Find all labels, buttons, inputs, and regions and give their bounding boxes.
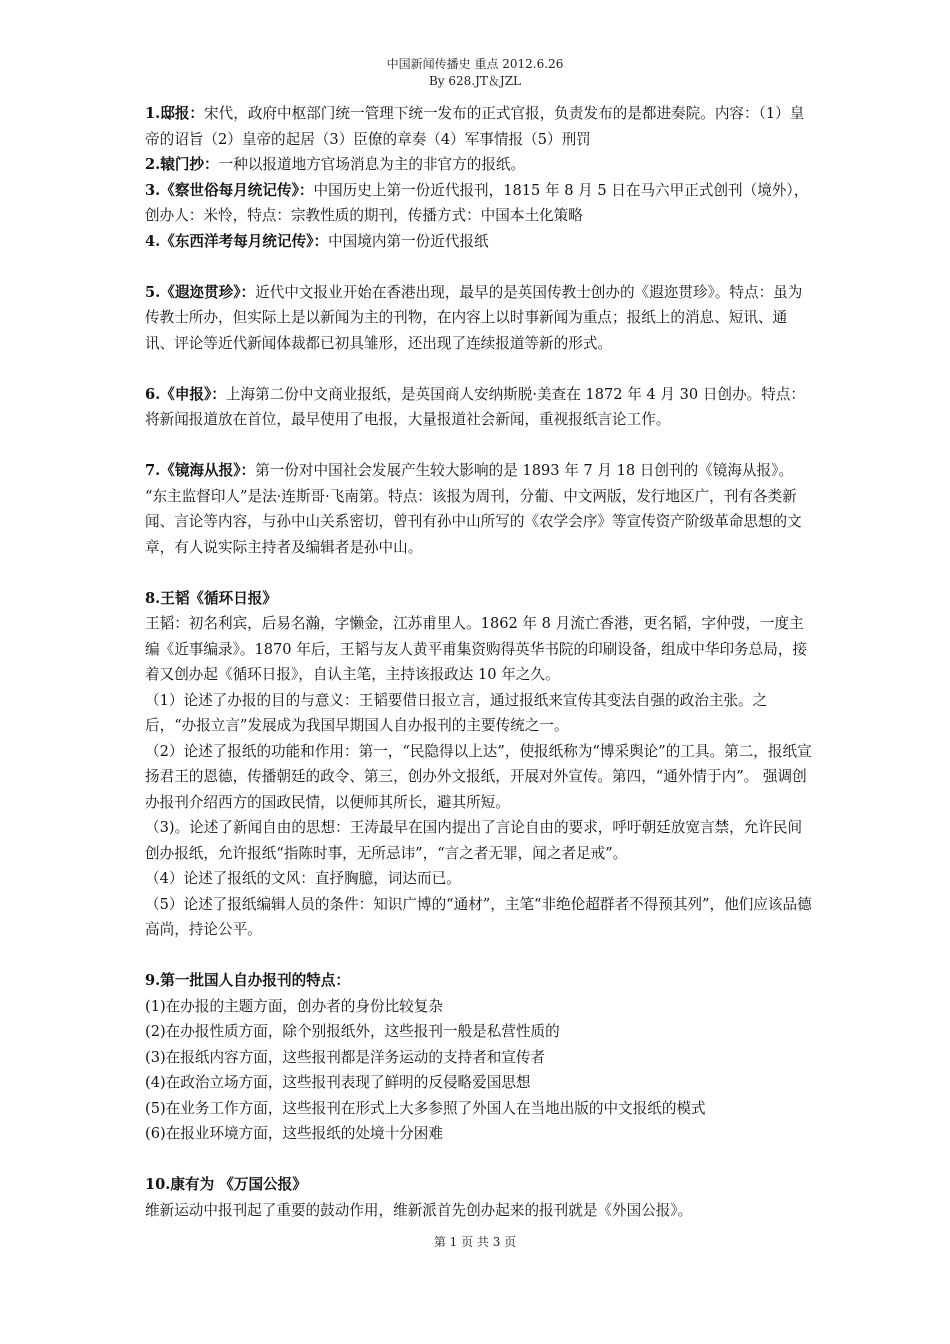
entry-8-point: （5）论述了报纸编辑人员的条件：知识广博的“通材”，主笔“非绝伦超群者不得预其列”，他们应该品德高尚，持论公平。	[145, 895, 812, 938]
entry-text: 第一份对中国社会发展产生较大影响的是 1893 年 7 月 18 日创刊的《镜海从报》。 “东主监督印人”是法·连斯哥·飞南第。特点：该报为周刊，分葡、中文两版，发行地区广，刊有各类新闻、言论等内容，与孙中山关系密切，曾刊有孙中山所写的《农学会序》等宣传资产阶级革命思想的文章，有人说实际主持者及编辑者是孙中山。	[145, 462, 802, 556]
entry-text: 近代中文报业开始在香港出现，最早的是英国传教士创办的《遐迩贯珍》。特点：虽为传教士所办，但实际上是以新闻为主的刊物，在内容上以时事新闻为重点；报纸上的消息、短讯、通讯、评论等近代新闻体裁都已初具雏形，还出现了连续报道等新的形式。	[145, 283, 803, 352]
entry-9-point: (1)在办报的主题方面，创办者的身份比较复杂	[145, 997, 443, 1015]
entry-3	[145, 178, 815, 229]
entry-7	[145, 458, 815, 560]
page-footer: 第 1 页 共 3 页	[433, 1235, 517, 1249]
entry-term: 5.《遐迩贯珍》：	[145, 283, 256, 301]
entry-10-heading: 10.康有为 《万国公报》	[145, 1176, 307, 1193]
page-header	[0, 56, 950, 90]
entry-term: 4.《东西洋考每月统记传》：	[145, 232, 329, 250]
entry-2	[145, 152, 815, 178]
entry-1	[145, 101, 815, 152]
entry-text: 中国境内第一份近代报纸	[328, 232, 489, 250]
entry-9-point: (6)在报业环境方面，这些报纸的处境十分困难	[145, 1125, 443, 1142]
entry-8-point: （1）论述了办报的目的与意义：王韬要借日报立言，通过报纸来宣传其变法自强的政治主张。之后，“办报立言”发展成为我国早期国人自办报刊的主要传统之一。	[145, 691, 768, 734]
entry-8-point: （3)。论述了新闻自由的思想：王涛最早在国内提出了言论自由的要求，呼吁朝廷放宽言禁，允许民间创办报纸，允许报纸“指陈时事，无所忌讳”，“言之者无罪，闻之者足戒”。	[145, 819, 803, 862]
entry-8-point: （2）论述了报纸的功能和作用：第一，“民隐得以上达”，使报纸称为“博采舆论”的工具。第二，报纸宣扬君王的恩德，传播朝廷的政令、第三，创办外文报纸，开展对外宣传。第四，“通外情于内”。 强调创办报刊介绍西方的国政民情，以便师其所长，避其所短。	[145, 742, 812, 811]
entry-text: 宋代，政府中枢部门统一管理下统一发布的正式官报，负责发布的是都进奏院。内容：（1）皇帝的诏旨（2）皇帝的起居（3）臣僚的章奏（4）军事情报（5）刑罚	[145, 105, 805, 148]
entry-term: 6.《申报》：	[145, 385, 226, 403]
entry-term: 7.《镜海从报》：	[145, 462, 256, 479]
entry-9-point: (2)在办报性质方面，除个别报纸外，这些报刊一般是私营性质的	[145, 1023, 560, 1040]
entry-8-heading: 8.王韬《循环日报》	[145, 589, 277, 607]
entry-10-text: 维新运动中报刊起了重要的鼓动作用，维新派首先创办起来的报刊就是《外国公报》。	[145, 1201, 693, 1219]
entry-8-point: （4）论述了报纸的文风：直抒胸臆，词达而已。	[145, 870, 461, 887]
entry-6	[145, 382, 815, 433]
entry-8-bio: 王韬：初名利宾，后易名瀚，字懒金，江苏甫里人。1862 年 8 月流亡香港，更名韬，字仲弢，一度主编《近事编录》。1870 年后，王韬与友人黄平甫集资购得英华书院的印刷设备，组成中华印务总局，接着又创办起《循环日报》，自认主笔，主持该报政达 10 年之久。	[145, 615, 808, 683]
entry-9-heading: 9.第一批国人自办报刊的特点：	[145, 972, 350, 989]
entry-text: 中国历史上第一份近代报刊，1815 年 8 月 5 日在马六甲正式创刊（境外），创办人：米怜，特点：宗教性质的期刊，传播方式：中国本土化策略	[145, 181, 809, 224]
document-byline: By 628.JT＆JZL	[428, 74, 522, 88]
document-title: 中国新闻传播史 重点 2012.6.26	[386, 57, 564, 71]
entry-text: 一种以报道地方官场消息为主的非官方的报纸。	[218, 156, 526, 173]
entry-9-point: (5)在业务工作方面，这些报刊在形式上大多参照了外国人在当地出版的中文报纸的模式	[145, 1099, 706, 1117]
entry-term: 2.辕门抄：	[145, 156, 219, 173]
entry-5	[145, 280, 815, 357]
document-body	[145, 101, 815, 1223]
entry-4	[145, 229, 815, 255]
entry-9-point: (4)在政治立场方面，这些报刊表现了鲜明的反侵略爱国思想	[145, 1074, 531, 1091]
entry-term: 3.《察世俗每月统记传》：	[145, 181, 314, 199]
entry-9-point: (3)在报纸内容方面，这些报刊都是洋务运动的支持者和宣传者	[145, 1048, 546, 1066]
entry-term: 1.邸报：	[145, 105, 205, 122]
entry-text: 上海第二份中文商业报纸，是英国商人安纳斯脱·美查在 1872 年 4 月 30 日创办。特点：将新闻报道放在首位，最早使用了电报，大量报道社会新闻，重视报纸言论工作。	[145, 385, 805, 428]
